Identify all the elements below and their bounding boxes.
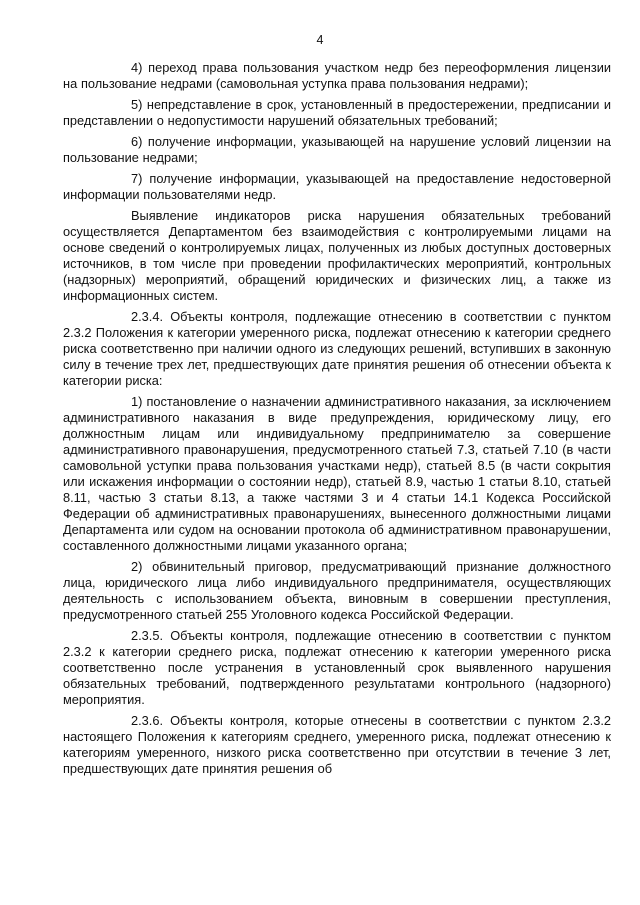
paragraph-item-6: 6) получение информации, указывающей на нарушение условий лицензии на пользование недрами; — [63, 134, 611, 165]
paragraph-item-5: 5) непредставление в срок, установленный в предостережении, предписании и представлении о недопустимости нарушений обязательных требований; — [63, 97, 611, 128]
paragraph-2-3-4-item-1: 1) постановление о назначении административного наказания, за исключением административного наказания в виде предупреждения, юридическому лицу, его должностным лицам или индивидуальному предпринимателю за совершение административного правонарушения, предусмотренного статьей 7.3, статьей 7.10 (в части самовольной уступки права пользования участками недр), статьей 8.5 (в части сокрытия или искажения информации о состоянии недр), статьей 8.9, частью 1 статьи 8.10, статьей 8.11, частью 3 статьи 8.13, а также частями 3 и 4 статьи 14.1 Кодекса Российской Федерации об административных правонарушениях, вынесенного должностными лицами Департамента или судом на основании протокола об административном правонарушении, составленного должностными лицами указанного органа; — [63, 394, 611, 553]
paragraph-2-3-5: 2.3.5. Объекты контроля, подлежащие отнесению в соответствии с пунктом 2.3.2 к категории среднего риска, подлежат отнесению к категории умеренного риска соответственно после устранения в установленный срок выявленного нарушения обязательных требований, подтвержденного результатами контрольного (надзорного) мероприятия. — [63, 628, 611, 707]
paragraph-2-3-4: 2.3.4. Объекты контроля, подлежащие отнесению в соответствии с пунктом 2.3.2 Положения к категории умеренного риска, подлежат отнесению к категории среднего риска соответственно при наличии одного из следующих решений, вступивших в законную силу в течение трех лет, предшествующих дате принятия решения об отнесении объекта к категории риска: — [63, 309, 611, 388]
document-body — [63, 60, 611, 782]
paragraph-2-3-6: 2.3.6. Объекты контроля, которые отнесены в соответствии с пунктом 2.3.2 настоящего Положения к категориям среднего, умеренного риска, подлежат отнесению к категориям умеренного, низкого риска соответственно при отсутствии в течение 3 лет, предшествующих дате принятия решения об — [63, 713, 611, 776]
paragraph-risk-indicators: Выявление индикаторов риска нарушения обязательных требований осуществляется Департаментом без взаимодействия с контролируемыми лицами на основе сведений о контролируемых лицах, полученных из любых доступных достоверных источников, в том числе при проведении профилактических мероприятий, контрольных (надзорных) мероприятий, обращений юридических и физических лиц, а также из информационных систем. — [63, 208, 611, 303]
page-number: 4 — [316, 33, 324, 47]
paragraph-item-4: 4) переход права пользования участком недр без переоформления лицензии на пользование недрами (самовольная уступка права пользования недрами); — [63, 60, 611, 91]
paragraph-2-3-4-item-2: 2) обвинительный приговор, предусматривающий признание должностного лица, юридического лица либо индивидуального предпринимателя, осуществляющих деятельность с использованием объекта, виновным в совершении преступления, предусмотренного статьей 255 Уголовного кодекса Российской Федерации. — [63, 559, 611, 622]
paragraph-item-7: 7) получение информации, указывающей на предоставление недостоверной информации пользователями недр. — [63, 171, 611, 202]
